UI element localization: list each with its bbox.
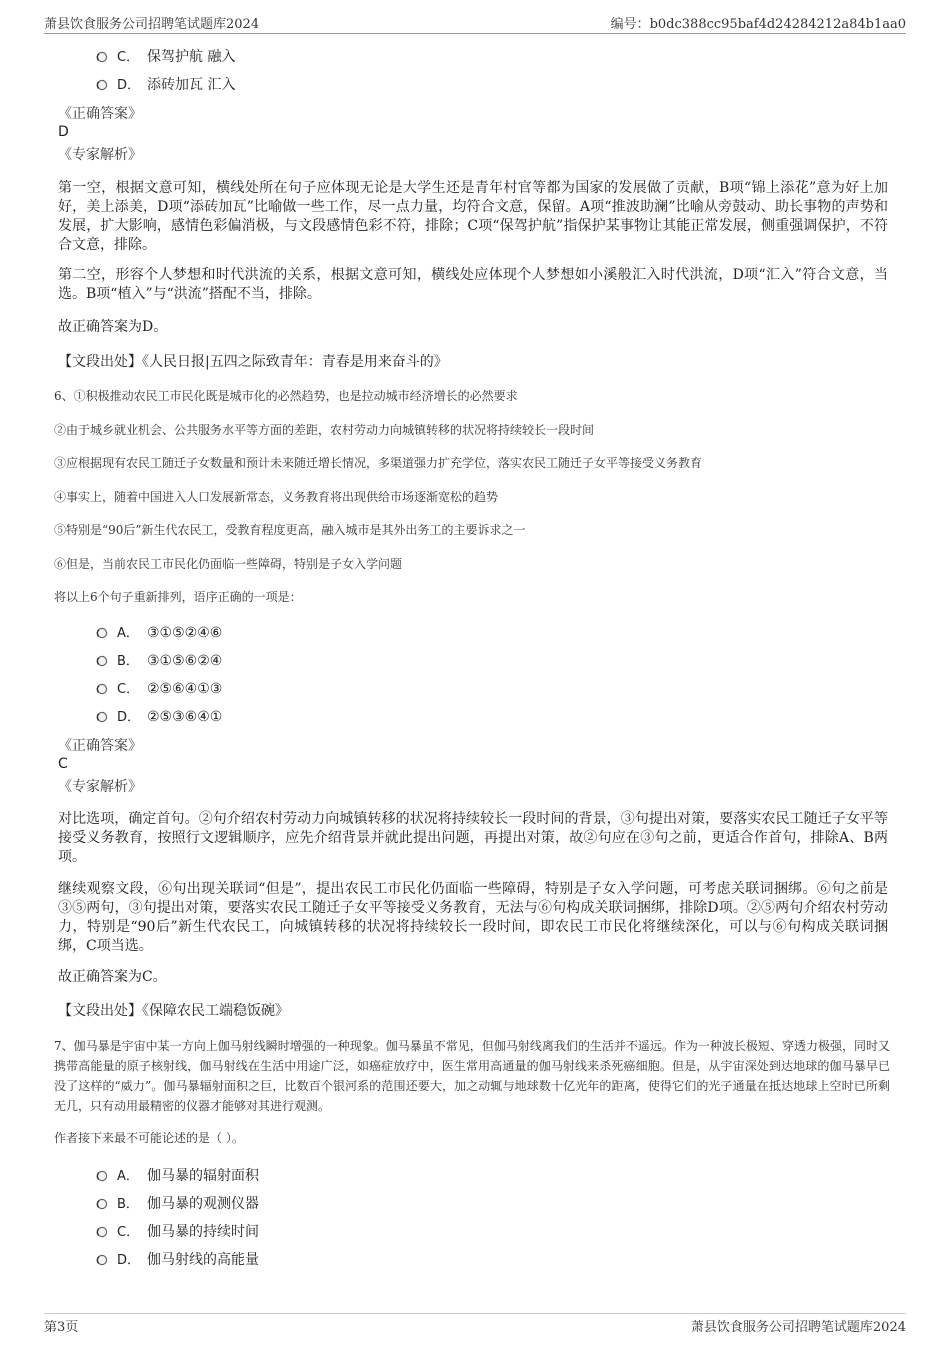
option-key: C．	[117, 682, 140, 697]
option-text: 伽马射线的高能量	[147, 1252, 259, 1268]
radio-icon[interactable]	[96, 683, 108, 695]
q6-answer-label: 《正确答案》	[58, 738, 142, 754]
option-text: ②⑤③⑥④①	[147, 709, 223, 725]
q6-answer: C	[58, 756, 68, 772]
q7-passage: 7、伽马暴是宇宙中某一方向上伽马射线瞬时增强的一种现象。伽马暴虽不常见，但伽马射线离我们的生活并不遥远。作为一种波长极短、穿透力极强，同时又携带高能量的原子核射线，伽马射线在生活中用途广泛，如癌症放疗中，医生常用高通量的伽马射线来杀死癌细胞。但是，从宇宙深处到达地球的伽马暴早已没了这样的“威力”。伽马暴辐射面积之巨，比数百个银河系的范围还要大，加之动辄与地球数十亿光年的距离，使得它们的光子通量在抵达地球上空时已所剩无几，只有动用最精密的仪器才能够对其进行观测。	[54, 1039, 890, 1113]
option-key: B．	[117, 654, 139, 669]
q6-sentence-6: ⑥但是，当前农民工市民化仍面临一些障碍，特别是子女入学问题	[54, 557, 403, 571]
radio-icon[interactable]	[96, 1254, 108, 1266]
q6-sentence-5: ⑤特别是“90后”新生代农民工，受教育程度更高，融入城市是其外出务工的主要诉求之一	[54, 523, 526, 537]
option-key: D．	[117, 710, 141, 725]
radio-icon[interactable]	[96, 79, 108, 91]
q6-analysis-label: 《专家解析》	[58, 779, 142, 795]
radio-icon[interactable]	[96, 1226, 108, 1238]
q5-analysis-label: 《专家解析》	[58, 147, 142, 163]
page-number: 第3页	[44, 1320, 79, 1335]
option-text: 保驾护航 融入	[147, 49, 236, 65]
q5-analysis-para-1: 第一空，根据文意可知，横线处所在句子应体现无论是大学生还是青年村官等都为国家的发展做了贡献，B项“锦上添花”意为好上加好，美上添美，D项“添砖加瓦”比喻做一些工作，尽一点力量，均符合文意，保留。A项“推波助澜”比喻从旁鼓动、助长事物的声势和发展，扩大影响，感情色彩偏消极，与文段感情色彩不符，排除；C项“保驾护航”指保护某事物让其能正常发展，侧重强调保护，不符合文意，排除。	[58, 180, 888, 253]
footer-title: 萧县饮食服务公司招聘笔试题库2024	[690, 1320, 906, 1335]
q6-conclusion: 故正确答案为C。	[58, 969, 167, 985]
q5-answer: D	[58, 124, 69, 140]
q5-source: 【文段出处】《人民日报|五四之际致青年：青春是用来奋斗的》	[58, 354, 448, 370]
radio-icon[interactable]	[96, 51, 108, 63]
radio-icon[interactable]	[96, 1170, 108, 1182]
option-text: 伽马暴的观测仪器	[147, 1196, 259, 1212]
header-id: 编号：b0dc388cc95baf4d24284212a84b1aa0	[610, 17, 906, 32]
option-text: ③①⑤⑥②④	[147, 653, 223, 669]
option-text: ③①⑤②④⑥	[147, 625, 223, 641]
radio-icon[interactable]	[96, 1198, 108, 1210]
option-key: B．	[117, 1197, 139, 1212]
q6-sentence-4: ④事实上，随着中国进入人口发展新常态，义务教育将出现供给市场逐渐宽松的趋势	[54, 490, 499, 504]
q5-answer-label: 《正确答案》	[58, 106, 142, 122]
q7-question: 作者接下来最不可能论述的是（ ）。	[54, 1131, 244, 1145]
option-text: 伽马暴的持续时间	[147, 1224, 259, 1240]
option-key: C．	[117, 50, 140, 65]
page-footer	[44, 1313, 906, 1336]
option-key: D．	[117, 1253, 141, 1268]
q6-source: 【文段出处】《保障农民工端稳饭碗》	[58, 1003, 289, 1019]
q6-analysis-para-2: 继续观察文段，⑥句出现关联词“但是”，提出农民工市民化仍面临一些障碍，特别是子女入学问题，可考虑关联词捆绑。⑥句之前是③⑤两句，③句提出对策，要落实农民工随迁子女平等接受义务教育，无法与⑥句构成关联词捆绑，排除D项。②⑤两句介绍农村劳动力，特别是“90后”新生代农民工，向城镇转移的状况将持续较长一段时间，即农民工市民化将继续深化，可以与⑥句构成关联词捆绑，C项当选。	[58, 881, 888, 954]
option-text: ②⑤⑥④①③	[147, 681, 223, 697]
page-header	[44, 13, 906, 34]
q5-analysis-para-2: 第二空，形容个人梦想和时代洪流的关系，根据文意可知，横线处应体现个人梦想如小溪般汇入时代洪流，D项“汇入”符合文意，当选。B项“植入”与“洪流”搭配不当，排除。	[58, 267, 888, 302]
radio-icon[interactable]	[96, 711, 108, 723]
option-text: 伽马暴的辐射面积	[147, 1168, 259, 1184]
option-text: 添砖加瓦 汇入	[147, 77, 236, 93]
radio-icon[interactable]	[96, 627, 108, 639]
q5-conclusion: 故正确答案为D。	[58, 319, 168, 335]
q6-sentence-1: 6、①积极推动农民工市民化既是城市化的必然趋势，也是拉动城市经济增长的必然要求	[54, 389, 518, 403]
q6-sentence-2: ②由于城乡就业机会、公共服务水平等方面的差距，农村劳动力向城镇转移的状况将持续较长一段时间	[54, 423, 595, 437]
q6-analysis-para-1: 对比选项，确定首句。②句介绍农村劳动力向城镇转移的状况将持续较长一段时间的背景，③句提出对策，要落实农民工随迁子女平等接受义务教育，按照行文逻辑顺序，应先介绍背景并就此提出问题，再提出对策，故②句应在③句之前，更适合作首句，排除A、B两项。	[58, 811, 888, 865]
option-key: D．	[117, 78, 141, 93]
option-key: C．	[117, 1225, 140, 1240]
option-key: A．	[117, 626, 139, 641]
header-title: 萧县饮食服务公司招聘笔试题库2024	[44, 17, 260, 32]
q6-question: 将以上6个句子重新排列，语序正确的一项是：	[54, 590, 302, 604]
radio-icon[interactable]	[96, 655, 108, 667]
q6-sentence-3: ③应根据现有农民工随迁子女数量和预计未来随迁增长情况，多渠道强力扩充学位，落实农民工随迁子女平等接受义务教育	[54, 456, 703, 470]
option-key: A．	[117, 1169, 139, 1184]
